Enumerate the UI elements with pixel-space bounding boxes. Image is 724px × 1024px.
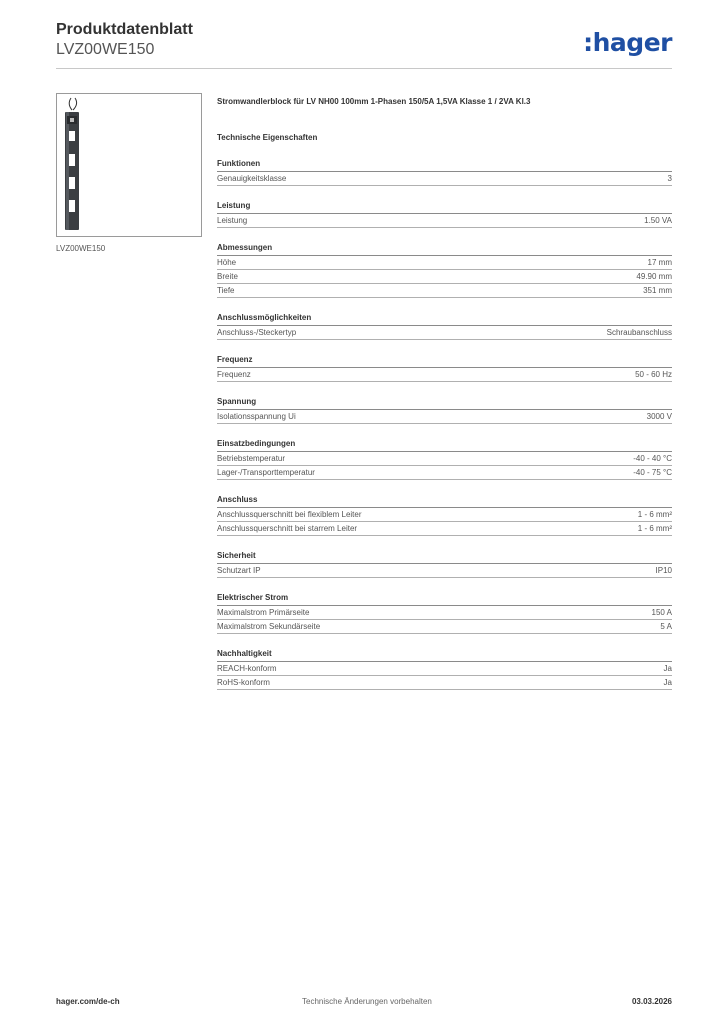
property-value: 150 A (651, 608, 672, 617)
property-row (217, 466, 672, 480)
property-value: Ja (663, 664, 672, 673)
property-value: IP10 (655, 566, 672, 575)
section-title: Leistung (217, 200, 672, 214)
property-row (217, 284, 672, 298)
property-row (217, 326, 672, 340)
product-details (217, 96, 672, 690)
property-row (217, 508, 672, 522)
property-row (217, 214, 672, 228)
image-caption: LVZ00WE150 (56, 244, 106, 253)
technical-properties-title: Technische Eigenschaften (217, 133, 318, 142)
property-value: 351 mm (643, 286, 672, 295)
property-section (217, 312, 672, 340)
property-label: Höhe (217, 258, 237, 267)
property-value: 3 (667, 174, 672, 183)
property-value: 17 mm (647, 258, 672, 267)
property-section (217, 438, 672, 480)
property-label: Anschlussquerschnitt bei starrem Leiter (217, 524, 358, 533)
property-section (217, 354, 672, 382)
property-label: Genauigkeitsklasse (217, 174, 287, 183)
property-value: 1.50 VA (644, 216, 672, 225)
property-row (217, 606, 672, 620)
section-title: Spannung (217, 396, 672, 410)
header-divider (56, 68, 672, 69)
property-row (217, 270, 672, 284)
property-label: Isolationsspannung Ui (217, 412, 296, 421)
footer-disclaimer: Technische Änderungen vorbehalten (302, 997, 432, 1006)
property-row (217, 564, 672, 578)
page-title: Produktdatenblatt (56, 21, 193, 38)
section-title: Einsatzbedingungen (217, 438, 672, 452)
footer-date: 03.03.2026 (631, 997, 672, 1006)
property-value: 5 A (660, 622, 672, 631)
property-label: Tiefe (217, 286, 235, 295)
property-row (217, 410, 672, 424)
property-section (217, 648, 672, 690)
property-value: 1 - 6 mm² (637, 510, 672, 519)
property-label: Betriebstemperatur (217, 454, 286, 463)
hager-logo: :hager (583, 28, 672, 57)
section-title: Funktionen (217, 158, 672, 172)
section-title: Elektrischer Strom (217, 592, 672, 606)
footer-website[interactable]: hager.com/de-ch (56, 997, 120, 1006)
property-section (217, 396, 672, 424)
property-value: 1 - 6 mm² (637, 524, 672, 533)
property-row (217, 172, 672, 186)
property-value: 3000 V (646, 412, 672, 421)
property-value: -40 - 75 °C (633, 468, 672, 477)
property-row (217, 662, 672, 676)
property-value: Ja (663, 678, 672, 687)
property-section (217, 242, 672, 298)
property-label: Lager-/Transporttemperatur (217, 468, 315, 477)
product-description: Stromwandlerblock für LV NH00 100mm 1-Phasen 150/5A 1,5VA Klasse 1 / 2VA Kl.3 (217, 97, 531, 106)
section-title: Sicherheit (217, 550, 672, 564)
section-title: Frequenz (217, 354, 672, 368)
property-section (217, 200, 672, 228)
property-label: Leistung (217, 216, 248, 225)
property-label: Anschlussquerschnitt bei flexiblem Leiter (217, 510, 362, 519)
property-value: 50 - 60 Hz (635, 370, 672, 379)
property-row (217, 676, 672, 690)
property-section (217, 158, 672, 186)
property-section (217, 592, 672, 634)
property-section (217, 494, 672, 536)
property-row (217, 368, 672, 382)
property-label: Maximalstrom Sekundärseite (217, 622, 321, 631)
product-code: LVZ00WE150 (56, 41, 155, 58)
property-section (217, 550, 672, 578)
property-row (217, 256, 672, 270)
property-value: -40 - 40 °C (633, 454, 672, 463)
property-label: Anschluss-/Steckertyp (217, 328, 297, 337)
page-header (56, 20, 672, 68)
current-transformer-block-icon (57, 94, 201, 236)
property-label: REACH-konform (217, 664, 277, 673)
property-row (217, 452, 672, 466)
property-value: 49.90 mm (636, 272, 672, 281)
property-label: Breite (217, 272, 238, 281)
property-row (217, 522, 672, 536)
property-value: Schraubanschluss (606, 328, 672, 337)
properties-list (217, 158, 672, 690)
property-label: RoHS-konform (217, 678, 270, 687)
section-title: Nachhaltigkeit (217, 648, 672, 662)
product-image (56, 93, 202, 237)
property-row (217, 620, 672, 634)
property-label: Frequenz (217, 370, 251, 379)
section-title: Anschlussmöglichkeiten (217, 312, 672, 326)
section-title: Anschluss (217, 494, 672, 508)
section-title: Abmessungen (217, 242, 672, 256)
property-label: Maximalstrom Primärseite (217, 608, 310, 617)
property-label: Schutzart IP (217, 566, 261, 575)
